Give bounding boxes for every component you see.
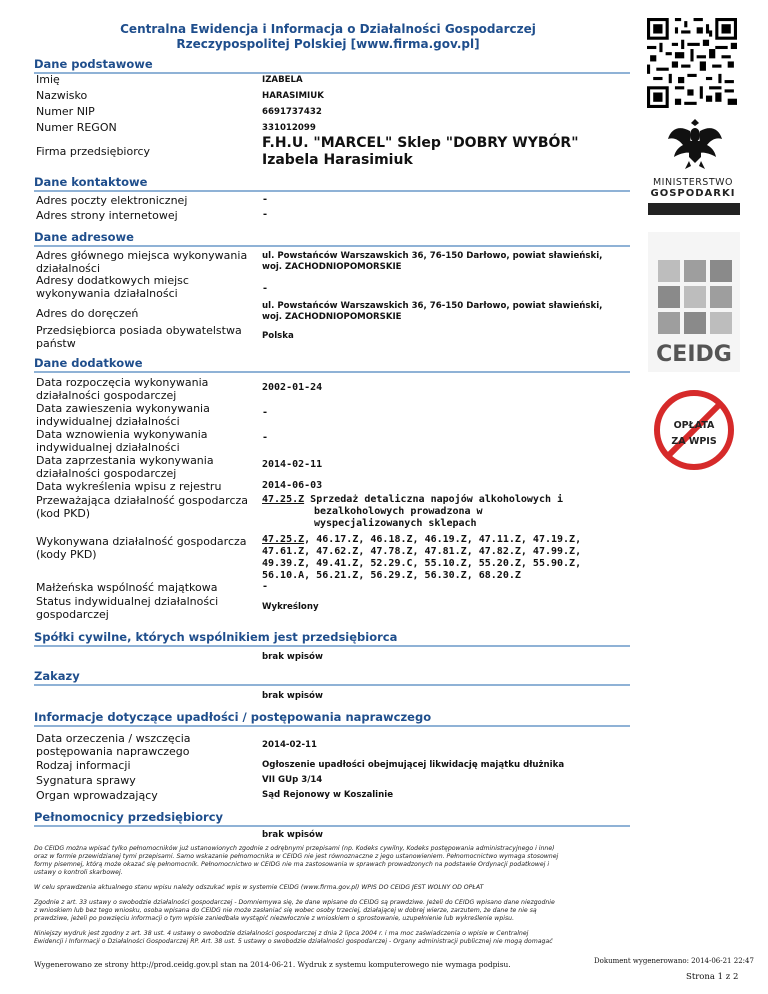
label-sygnatura: Sygnatura sprawy [36,774,136,787]
adres-doreczen-line-2: woj. ZACHODNIOPOMORSKIE [262,312,402,322]
label-data-wznowienia [36,429,261,454]
label-data-zawieszenia-line-2: indywidualnej działalności [36,414,180,428]
eagle-emblem [665,115,725,175]
kody-pkd-line-2: 47.61.Z, 47.62.Z, 47.78.Z, 47.81.Z, 47.82.Z, 47.99.Z, [262,546,582,557]
label-obywatelstwo-line-1: Przedsiębiorca posiada obywatelstwa [36,324,242,337]
label-data-zaprzestania-line-2: działalności gospodarczej [36,466,177,480]
value-malzenska-wspolnosc: - [262,581,269,592]
label-kody-pkd [36,536,261,561]
label-data-orzeczenia-line-2: postępowania naprawczego [36,744,190,758]
label-data-orzeczenia-line-1: Data orzeczenia / wszczęcia [36,732,191,745]
adres-doreczen-line-1: ul. Powstańców Warszawskich 36, 76-150 Darłowo, powiat sławieński, [262,301,603,311]
footer-page-number: Strona 1 z 2 [686,972,739,982]
kody-pkd-first-link[interactable]: 47.25.Z [262,534,305,545]
qr-code [647,18,737,108]
label-firma: Firma przedsiębiorcy [36,145,151,158]
adres-glowny-line-1: ul. Powstańców Warszawskich 36, 76-150 Darłowo, powiat sławieński, [262,251,603,261]
label-data-zawieszenia-line-1: Data zawieszenia wykonywania [36,402,210,415]
value-email: - [262,194,269,205]
label-email: Adres poczty elektronicznej [36,194,188,207]
label-status-line-1: Status indywidualnej działalności [36,595,219,608]
section-dane-podstawowe: Dane podstawowe [34,57,630,74]
value-adresy-dodatkowe: - [262,283,269,294]
value-nip: 6691737432 [262,107,322,117]
label-data-orzeczenia [36,733,261,758]
note-art-33 [34,899,640,923]
value-adres-doreczen [262,301,632,323]
note-1-line-1: Do CEIDG można wpisać tylko pełnomocników już ustanowionych zgodnie z odrębnymi przepisami (np. Kodeks cywilny, Kodeks postępowania administracyjnego i inne) [34,845,555,852]
label-imie: Imię [36,73,60,86]
note-art-38 [34,930,640,946]
label-obywatelstwo-line-2: państw [36,336,76,350]
stamp-line-2: ZA WPIS [671,436,717,447]
value-organ: Sąd Rejonowy w Koszalinie [262,790,394,800]
label-adresy-dodatkowe-line-2: wykonywania działalności [36,286,178,300]
eagle-icon [665,115,725,175]
label-status-line-2: gospodarczej [36,607,109,621]
value-data-wykreslenia: 2014-06-03 [262,480,323,491]
value-imie: IZABELA [262,75,303,85]
label-data-wznowienia-line-1: Data wznowienia wykonywania [36,428,208,441]
value-data-zaprzestania: 2014-02-11 [262,459,323,470]
ministry-logo-text [648,177,738,199]
pkd-desc-2: bezalkoholowych prowadzona w [314,506,483,517]
firma-line-1: F.H.U. "MARCEL" Sklep "DOBRY WYBÓR" [262,135,579,151]
adres-glowny-line-2: woj. ZACHODNIOPOMORSKIE [262,262,402,272]
value-regon: 331012099 [262,123,316,133]
label-nazwisko: Nazwisko [36,89,88,102]
value-pkd-przewazajaca [262,494,632,530]
pkd-code-link[interactable]: 47.25.Z [262,494,305,505]
note-4-line-1: Niniejszy wydruk jest zgodny z art. 38 ust. 4 ustawy o swobodzie działalności gospodarczej z dnia 2 lipca 2004 r. i ma moc zaświadczenia o wpisie w Centralnej [34,930,529,937]
value-www: - [262,209,269,220]
label-data-zaprzestania-line-1: Data zaprzestania wykonywania [36,454,214,467]
label-data-rozpoczecia-line-1: Data rozpoczęcia wykonywania [36,376,209,389]
header-line-2: Rzeczypospolitej Polskiej [www.firma.gov.pl] [176,37,480,51]
section-pelnomocnicy: Pełnomocnicy przedsiębiorcy [34,810,630,827]
value-pelnomocnicy: brak wpisów [262,830,323,840]
value-data-rozpoczecia: 2002-01-24 [262,382,323,393]
label-rodzaj-informacji: Rodzaj informacji [36,759,131,772]
stamp-line-1: OPŁATA [673,420,715,431]
value-kody-pkd [262,534,632,582]
label-adres-doreczen: Adres do doręczeń [36,307,139,320]
note-4-line-2: Ewidencji i Informacji o Działalności Gospodarczej RP. Art. 38 ust. 5 ustawy o swobodzie działalności gospodarczej - Organy administracji publicznej nie mogą domagać [34,938,553,945]
section-dane-dodatkowe: Dane dodatkowe [34,356,630,373]
header-line-1: Centralna Ewidencja i Informacja o Działalności Gospodarczej [120,22,536,36]
note-1-line-2: oraz w formie przewidzianej tymi przepisami. Samo wskazanie pełnomocnika w CEIDG nie jest równoznaczne z jego ustanowieniem. Pełnomocnictwo wymaga stosownej [34,853,559,860]
kody-pkd-line-4: 56.10.A, 56.21.Z, 56.29.Z, 56.30.Z, 68.20.Z [262,570,521,581]
label-obywatelstwo [36,325,261,350]
footer-generated-from: Wygenerowano ze strony http://prod.ceidg.gov.pl stan na 2014-06-21. Wydruk z systemu komputerowego nie wymaga podpisu. [34,960,511,969]
label-data-rozpoczecia [36,377,261,402]
note-3-line-2: z wnioskiem lub bez tego wniosku, osoba wpisana do CEIDG nie może zasłaniać się wobec osoby trzeciej, działającej w dobrej wierze, zarzutem, że dane te nie są [34,907,537,914]
label-data-wznowienia-line-2: indywidualnej działalności [36,440,180,454]
value-adres-glowny [262,251,632,273]
kody-pkd-line-3: 49.39.Z, 49.41.Z, 52.29.C, 55.10.Z, 55.20.Z, 55.90.Z, [262,558,582,569]
note-pelnomocnicy [34,845,640,877]
section-zakazy: Zakazy [34,669,630,686]
value-data-wznowienia: - [262,432,269,443]
label-nip: Numer NIP [36,105,95,118]
value-data-orzeczenia: 2014-02-11 [262,740,317,750]
label-kody-pkd-line-2: (kody PKD) [36,547,97,561]
note-sprawdzenie: W celu sprawdzenia aktualnego stanu wpisu należy odszukać wpis w systemie CEIDG (www.firma.gov.pl) WPIS DO CEIDG JEST WOLNY OD OPŁAT [34,884,484,891]
pkd-desc-1: Sprzedaż detaliczna napojów alkoholowych i [304,494,564,505]
label-organ: Organ wprowadzający [36,789,158,802]
ceidg-wordmark: CEIDG [656,342,732,367]
label-regon: Numer REGON [36,121,117,134]
value-data-zawieszenia: - [262,407,269,418]
note-3-line-3: prawdziwe, jeżeli po powzięciu informacji o tym wpisie zaniedbała wystąpić niezwłocznie z wnioskiem o sprostowanie, uzupełnienie lub wykreślenie wpisu. [34,915,515,922]
qr-code-graphic [647,18,737,108]
ministry-line-1: MINISTERSTWO [652,177,734,188]
value-zakazy: brak wpisów [262,691,323,701]
value-obywatelstwo: Polska [262,331,294,341]
section-upadlosc: Informacje dotyczące upadłości / postępowania naprawczego [34,710,630,727]
note-3-line-1: Zgodnie z art. 33 ustawy o swobodzie działalności gospodarczej - Domniemywa się, że dane wpisane do CEIDG są prawdziwe. Jeżeli do CEIDG wpisano dane niezgodnie [34,899,555,906]
label-adres-glowny [36,250,261,275]
value-nazwisko: HARASIMIUK [262,91,324,101]
label-adres-glowny-line-1: Adres głównego miejsca wykonywania [36,249,248,262]
label-pkd-przewazajaca [36,495,261,520]
label-adresy-dodatkowe [36,275,261,300]
no-fee-stamp-text [652,418,736,450]
label-status [36,596,261,621]
label-adres-glowny-line-2: działalności [36,261,101,275]
footer-generated-date: Dokument wygenerowano: 2014-06-21 22:47 [594,957,754,965]
section-dane-kontaktowe: Dane kontaktowe [34,175,630,192]
ministry-bar [648,203,740,215]
value-rodzaj-informacji: Ogłoszenie upadłości obejmującej likwidację majątku dłużnika [262,760,565,770]
section-dane-adresowe: Dane adresowe [34,230,630,247]
label-data-wykreslenia: Data wykreślenia wpisu z rejestru [36,480,222,493]
label-data-zaprzestania [36,455,261,480]
document-header [28,22,628,52]
note-1-line-4: ustawy o kontroli skarbowej. [34,869,123,876]
ministry-line-2: GOSPODARKI [650,188,736,199]
label-data-rozpoczecia-line-2: działalności gospodarczej [36,388,177,402]
label-malzenska-wspolnosc: Małżeńska wspólność majątkowa [36,581,218,594]
label-pkd-przewazajaca-line-1: Przeważająca działalność gospodarcza [36,494,249,507]
value-sygnatura: VII GUp 3/14 [262,775,323,785]
pkd-desc-3: wyspecjalizowanych sklepach [314,518,477,529]
firma-line-2: Izabela Harasimiuk [262,152,413,168]
label-kody-pkd-line-1: Wykonywana działalność gospodarcza [36,535,247,548]
value-firma [262,135,642,169]
note-1-line-3: formy pisemnej, którą może okazać się pełnomocnik. Pełnomocnictwo w CEIDG nie ma zastosowania w sprawach prowadzonych na podstawie Ordynacji podatkowej i [34,861,550,868]
label-data-zawieszenia [36,403,261,428]
label-pkd-przewazajaca-line-2: (kod PKD) [36,506,91,520]
value-spolki: brak wpisów [262,652,323,662]
label-www: Adres strony internetowej [36,209,178,222]
kody-pkd-line-1: , 46.17.Z, 46.18.Z, 46.19.Z, 47.11.Z, 47.19.Z, [304,534,582,545]
section-spolki-cywilne: Spółki cywilne, których wspólnikiem jest przedsiębiorca [34,630,630,647]
label-adresy-dodatkowe-line-1: Adresy dodatkowych miejsc [36,274,189,287]
value-status: Wykreślony [262,602,319,612]
